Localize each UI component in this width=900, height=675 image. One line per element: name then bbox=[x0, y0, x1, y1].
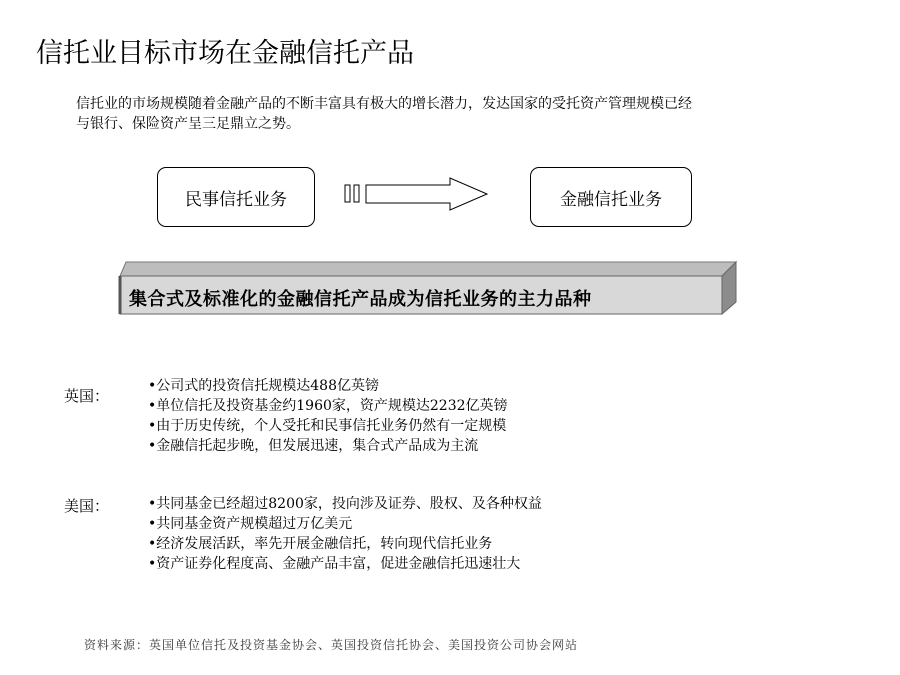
list-item: •经济发展活跃，率先开展金融信托，转向现代信托业务 bbox=[148, 536, 493, 552]
banner-text: 集合式及标准化的金融信托产品成为信托业务的主力品种 bbox=[129, 289, 592, 310]
list-item: •共同基金已经超过8200家，投向涉及证券、股权、及各种权益 bbox=[148, 496, 542, 512]
us-bullet-list bbox=[148, 494, 542, 574]
uk-bullet-list bbox=[148, 376, 508, 456]
arrow-icon bbox=[342, 176, 492, 212]
intro-line-1: 信托业的市场规模随着金融产品的不断丰富具有极大的增长潜力，发达国家的受托资产管理规模已经 bbox=[76, 96, 692, 112]
intro-line-2: 与银行、保险资产呈三足鼎立之势。 bbox=[76, 116, 300, 132]
financial-trust-box: 金融信托业务 bbox=[530, 167, 692, 227]
list-item: •资产证券化程度高、金融产品丰富，促进金融信托迅速壮大 bbox=[148, 556, 521, 572]
civil-trust-box: 民事信托业务 bbox=[157, 167, 315, 227]
page-title: 信托业目标市场在金融信托产品 bbox=[36, 38, 414, 69]
list-item: •公司式的投资信托规模达488亿英镑 bbox=[148, 378, 379, 394]
us-label: 美国： bbox=[64, 497, 110, 515]
list-item: •由于历史传统，个人受托和民事信托业务仍然有一定规模 bbox=[148, 418, 507, 434]
uk-label: 英国： bbox=[64, 387, 110, 405]
transition-arrow bbox=[342, 176, 492, 212]
list-item: •金融信托起步晚，但发展迅速，集合式产品成为主流 bbox=[148, 438, 479, 454]
list-item: •单位信托及投资基金约1960家，资产规模达2232亿英镑 bbox=[148, 398, 508, 414]
intro-paragraph bbox=[76, 94, 876, 134]
list-item: •共同基金资产规模超过万亿美元 bbox=[148, 516, 353, 532]
source-note: 资料来源：英国单位信托及投资基金协会、英国投资信托协会、美国投资公司协会网站 bbox=[84, 638, 579, 652]
